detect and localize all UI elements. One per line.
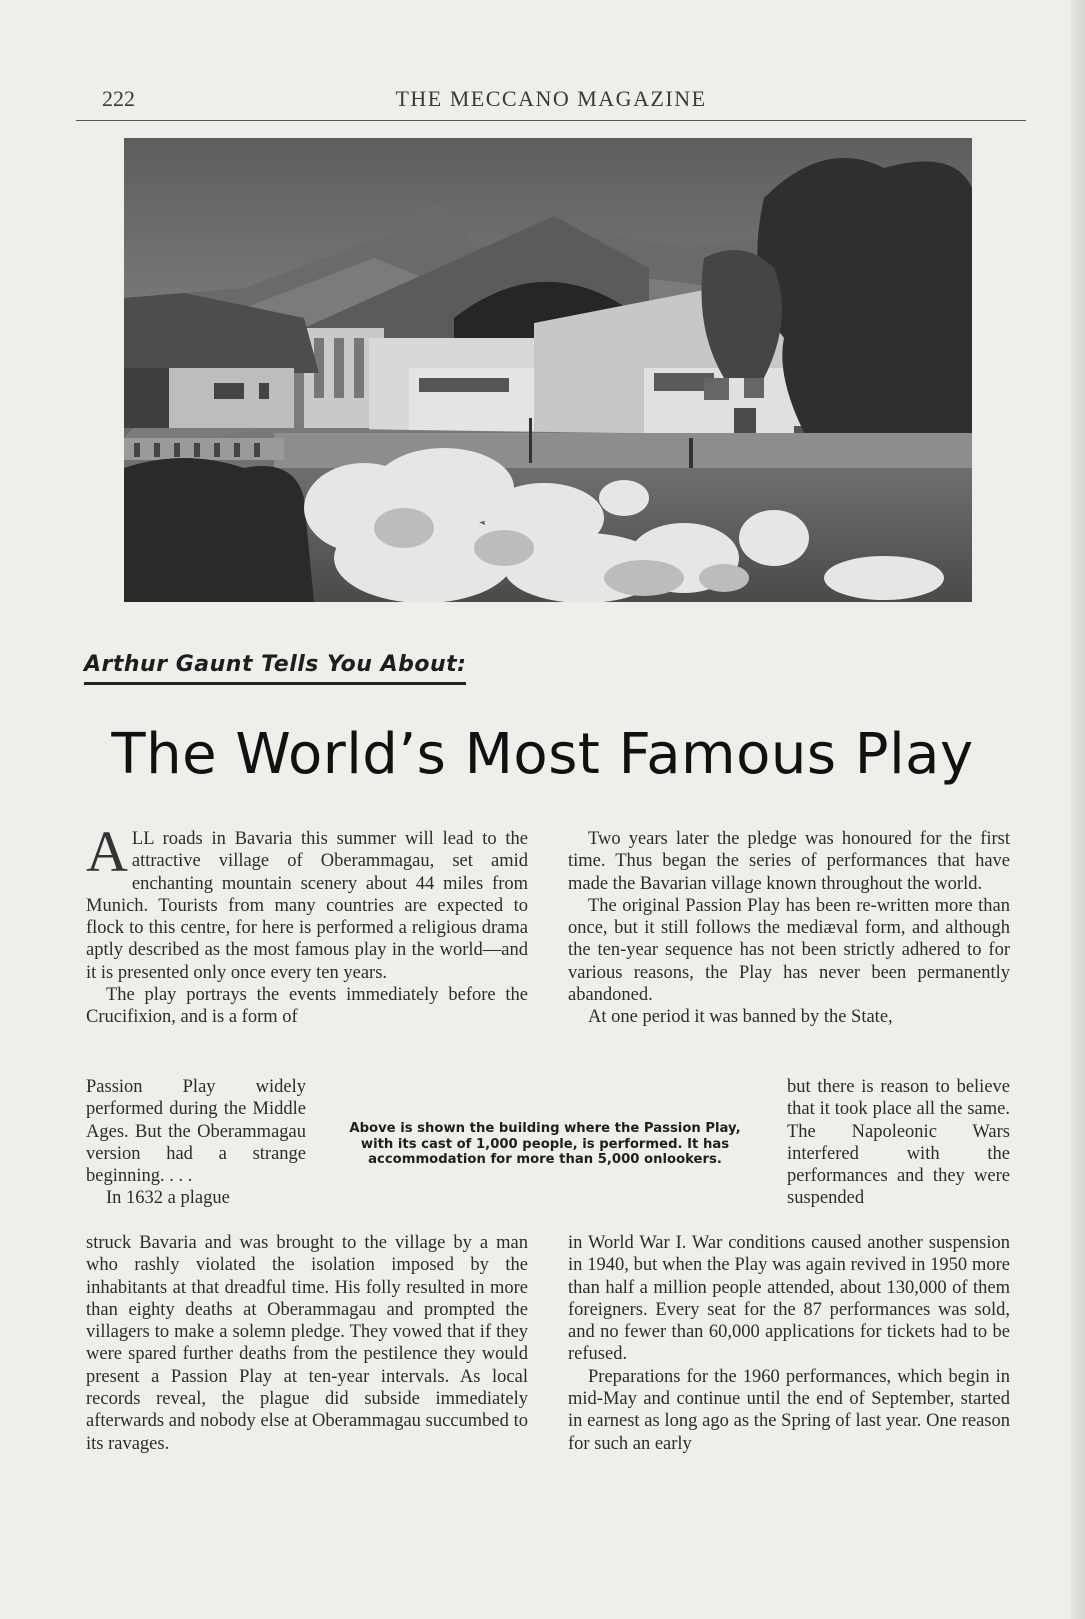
right-paragraph-1: Two years later the pledge was honoured for the first time. Thus began the series of performances that have made the Bavarian village known throughout the world.	[568, 829, 1010, 894]
page-header	[76, 82, 1026, 121]
right-paragraph-3: At one period it was banned by the State,	[588, 1007, 893, 1028]
paragraph-2: The play portrays the events immediately before the Crucifixion, and is a form of	[86, 985, 528, 1028]
narrow-left-text-2: In 1632 a plague	[106, 1188, 230, 1209]
left-column-top	[86, 819, 528, 1029]
drop-cap: A	[86, 819, 128, 884]
right-column-bottom	[568, 1232, 1010, 1455]
opening-text: LL roads in Bavaria this summer will lead to the attractive village of Oberammagau, set amid enchanting mountain scenery about 44 miles from Munich. Tourists from many countries are expected to flock to this centre, for here is performed a religious drama aptly described as the most famous play in the world—and it is presented only once every ten years.	[86, 829, 528, 983]
article-kicker: Arthur Gaunt Tells You About:	[84, 652, 466, 685]
narrow-left-text: Passion Play widely performed during the Middle Ages. But the Oberammagau version had a strange beginning. . . .	[86, 1077, 306, 1187]
page-edge	[1071, 0, 1085, 1619]
bottom-right-text-2: Preparations for the 1960 performances, which begin in mid-May and continue until the end of September, started in earnest as long ago as the Spring of last year. One reason for such an early	[568, 1366, 1010, 1454]
right-column-narrow	[787, 1076, 1010, 1210]
left-column-bottom	[86, 1232, 528, 1455]
opening-paragraph	[86, 819, 528, 984]
article-headline: The World’s Most Famous Play	[111, 722, 974, 787]
photo-caption: Above is shown the building where the Passion Play, with its cast of 1,000 people, is performed. It has accommodation for more than 5,000 onlookers.	[349, 1121, 741, 1167]
bottom-right-text-1: in World War I. War conditions caused another suspension in 1940, but when the Play was again revived in 1950 more than half a million people attended, about 130,000 of them foreigners. Every seat for the 87 performances was sold, and no fewer than 60,000 applications for tickets had to be refused.	[568, 1233, 1010, 1365]
magazine-title: THE MECCANO MAGAZINE	[395, 86, 707, 111]
page-number: 222	[102, 86, 135, 111]
narrow-right-text: but there is reason to believe that it took place all the same. The Napoleonic Wars interfered with the performances and they were suspended	[787, 1077, 1010, 1209]
right-column-top	[568, 828, 1010, 1029]
passion-play-theatre-photo	[124, 138, 972, 602]
left-column-narrow	[86, 1076, 306, 1210]
right-paragraph-2: The original Passion Play has been re-written more than once, but it still follows the mediæval form, and although the ten-year sequence has not been strictly adhered to for various reasons, the Play has never been permanently abandoned.	[568, 895, 1010, 1006]
bottom-left-text: struck Bavaria and was brought to the village by a man who rashly violated the isolation imposed by the inhabitants at that dreadful time. His folly resulted in more than eighty deaths at Oberammagau and prompted the villagers to make a solemn pledge. They vowed that if they were spared further deaths from the pestilence they would present a Passion Play at ten-year intervals. As local records reveal, the plague did subside immediately afterwards and nobody else at Oberammagau succumbed to its ravages.	[86, 1233, 528, 1454]
